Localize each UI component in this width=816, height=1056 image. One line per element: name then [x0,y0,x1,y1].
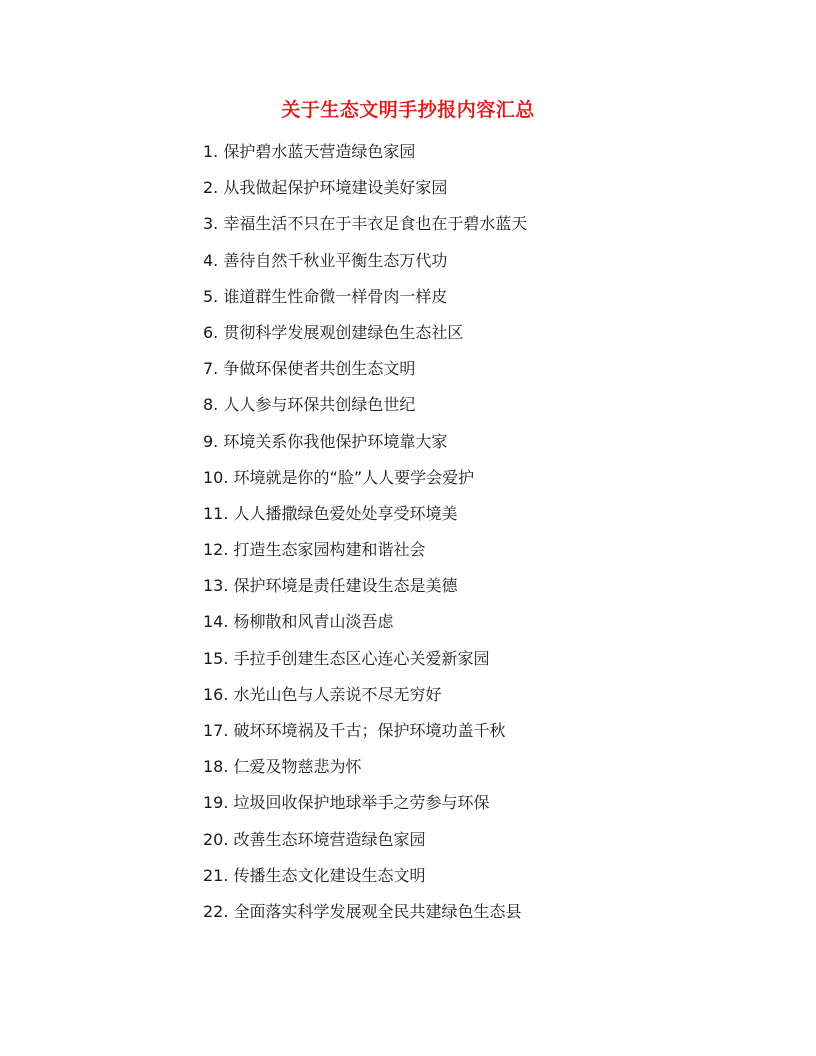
list-item: 5. 谁道群生性命微一样骨肉一样皮 [203,286,448,306]
list-item: 3. 幸福生活不只在于丰衣足食也在于碧水蓝天 [203,214,528,234]
list-item: 14. 杨柳散和风青山淡吾虑 [203,612,394,632]
list-item: 19. 垃圾回收保护地球举手之劳参与环保 [203,793,490,813]
list-item: 2. 从我做起保护环境建设美好家园 [203,178,448,198]
list-item: 1. 保护碧水蓝天营造绿色家园 [203,142,416,161]
list-item: 10. 环境就是你的“脸”人人要学会爱护 [203,467,475,487]
list-item: 9. 环境关系你我他保护环境靠大家 [203,431,448,451]
list-item: 12. 打造生态家园构建和谐社会 [203,540,426,560]
list-item: 16. 水光山色与人亲说不尽无穷好 [203,684,442,704]
list-item: 7. 争做环保使者共创生态文明 [203,359,416,379]
list-item: 17. 破坏环境祸及千古；保护环境功盖千秋 [203,721,506,740]
list-item: 18. 仁爱及物慈悲为怀 [203,757,362,777]
document-title: 关于生态文明手抄报内容汇总 [281,99,535,121]
list-item: 20. 改善生态环境营造绿色家园 [203,829,426,849]
list-item: 13. 保护环境是责任建设生态是美德 [203,576,458,596]
slogan-list [203,138,527,934]
list-item: 6. 贯彻科学发展观创建绿色生态社区 [203,322,464,342]
list-item: 15. 手拉手创建生态区心连心关爱新家园 [203,648,490,668]
list-item: 8. 人人参与环保共创绿色世纪 [203,395,416,415]
list-item: 21. 传播生态文化建设生态文明 [203,865,426,885]
list-item: 4. 善待自然千秋业平衡生态万代功 [203,250,448,270]
list-item: 11. 人人播撒绿色爱处处享受环境美 [203,503,458,523]
list-item: 22. 全面落实科学发展观全民共建绿色生态县 [203,901,522,921]
